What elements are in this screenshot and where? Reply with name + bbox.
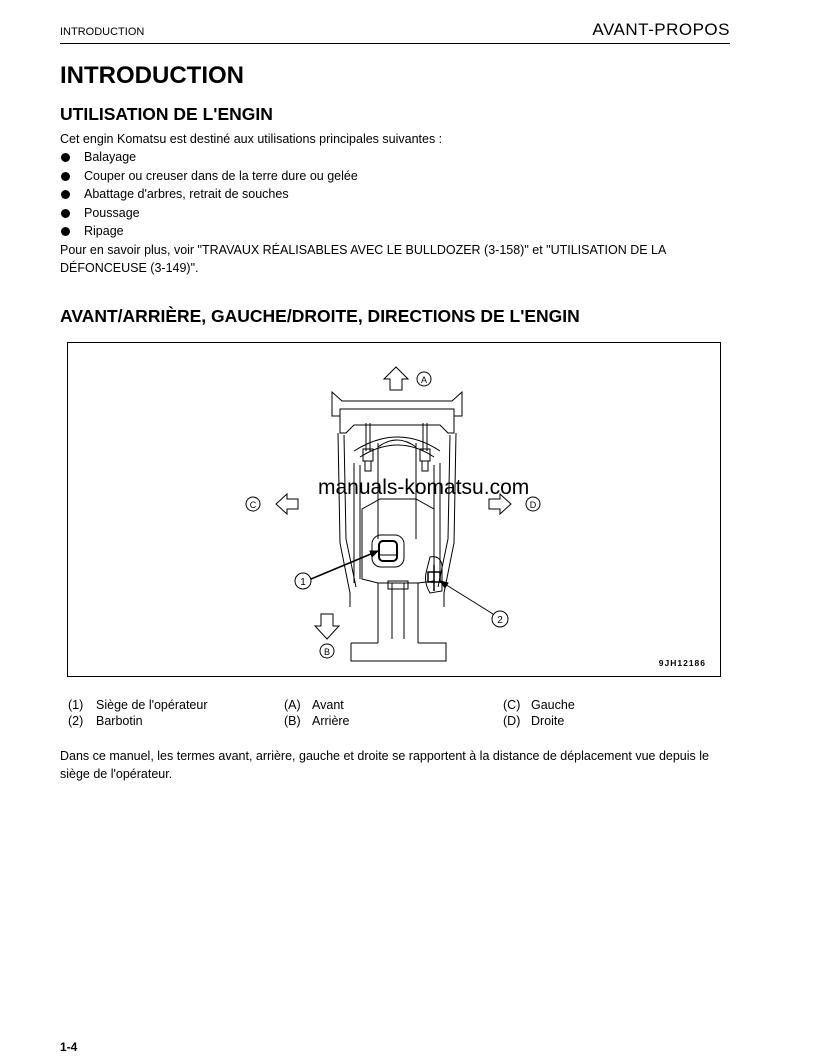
list-item: Balayage (60, 148, 358, 167)
legend-item: (A) Avant (284, 698, 344, 712)
header-rule (60, 43, 730, 44)
svg-text:B: B (323, 647, 331, 657)
running-header-left: INTRODUCTION (60, 26, 145, 38)
section-heading-directions: AVANT/ARRIÈRE, GAUCHE/DROITE, DIRECTIONS DE L'ENGIN (60, 306, 580, 326)
legend-column-3 (503, 697, 575, 729)
svg-text:2: 2 (497, 615, 503, 626)
legend-item: (D) Droite (503, 714, 565, 728)
list-item: Couper ou creuser dans de la terre dure ou gelée (60, 167, 358, 186)
svg-text:C: C (249, 500, 257, 510)
directions-note: Dans ce manuel, les termes avant, arrière, gauche et droite se rapportent à la distance de déplacement vue depuis le siège de l'opérateur. (60, 749, 709, 781)
bullet-icon (61, 190, 70, 199)
watermark-text: manuals-komatsu.com (318, 476, 530, 499)
usage-list (60, 148, 358, 241)
list-item: Ripage (60, 222, 358, 241)
bulldozer-top-view-diagram (68, 343, 719, 675)
arrow-front-icon (384, 367, 408, 390)
svg-text:D: D (529, 500, 537, 510)
svg-text:1: 1 (300, 577, 306, 588)
legend-column-2 (284, 697, 350, 729)
legend-column-1 (68, 697, 208, 729)
legend-item: (1) Siège de l'opérateur (68, 698, 208, 712)
list-item: Poussage (60, 204, 358, 223)
legend-item: (B) Arrière (284, 714, 350, 728)
bullet-icon (61, 153, 70, 162)
legend-item: (2) Barbotin (68, 714, 143, 728)
page-number: 1-4 (60, 1040, 78, 1054)
bullet-icon (61, 172, 70, 181)
arrow-rear-icon (315, 614, 339, 639)
legend-item: (C) Gauche (503, 698, 575, 712)
usage-intro: Cet engin Komatsu est destiné aux utilisations principales suivantes : (60, 132, 443, 146)
bullet-icon (61, 209, 70, 218)
machine-directions-figure (67, 342, 721, 677)
see-also-text: Pour en savoir plus, voir "TRAVAUX RÉALISABLES AVEC LE BULLDOZER (3-158)" et "UTILISATION DE LA DÉFONCEUSE (3-149)". (60, 243, 666, 275)
running-header-right: AVANT-PROPOS (592, 20, 730, 39)
arrow-left-icon (276, 494, 298, 514)
figure-code: 9JH12186 (658, 658, 706, 668)
svg-text:A: A (420, 375, 428, 385)
page-title: INTRODUCTION (60, 62, 244, 89)
section-heading-usage: UTILISATION DE L'ENGIN (60, 104, 273, 124)
bullet-icon (61, 227, 70, 236)
list-item: Abattage d'arbres, retrait de souches (60, 185, 358, 204)
